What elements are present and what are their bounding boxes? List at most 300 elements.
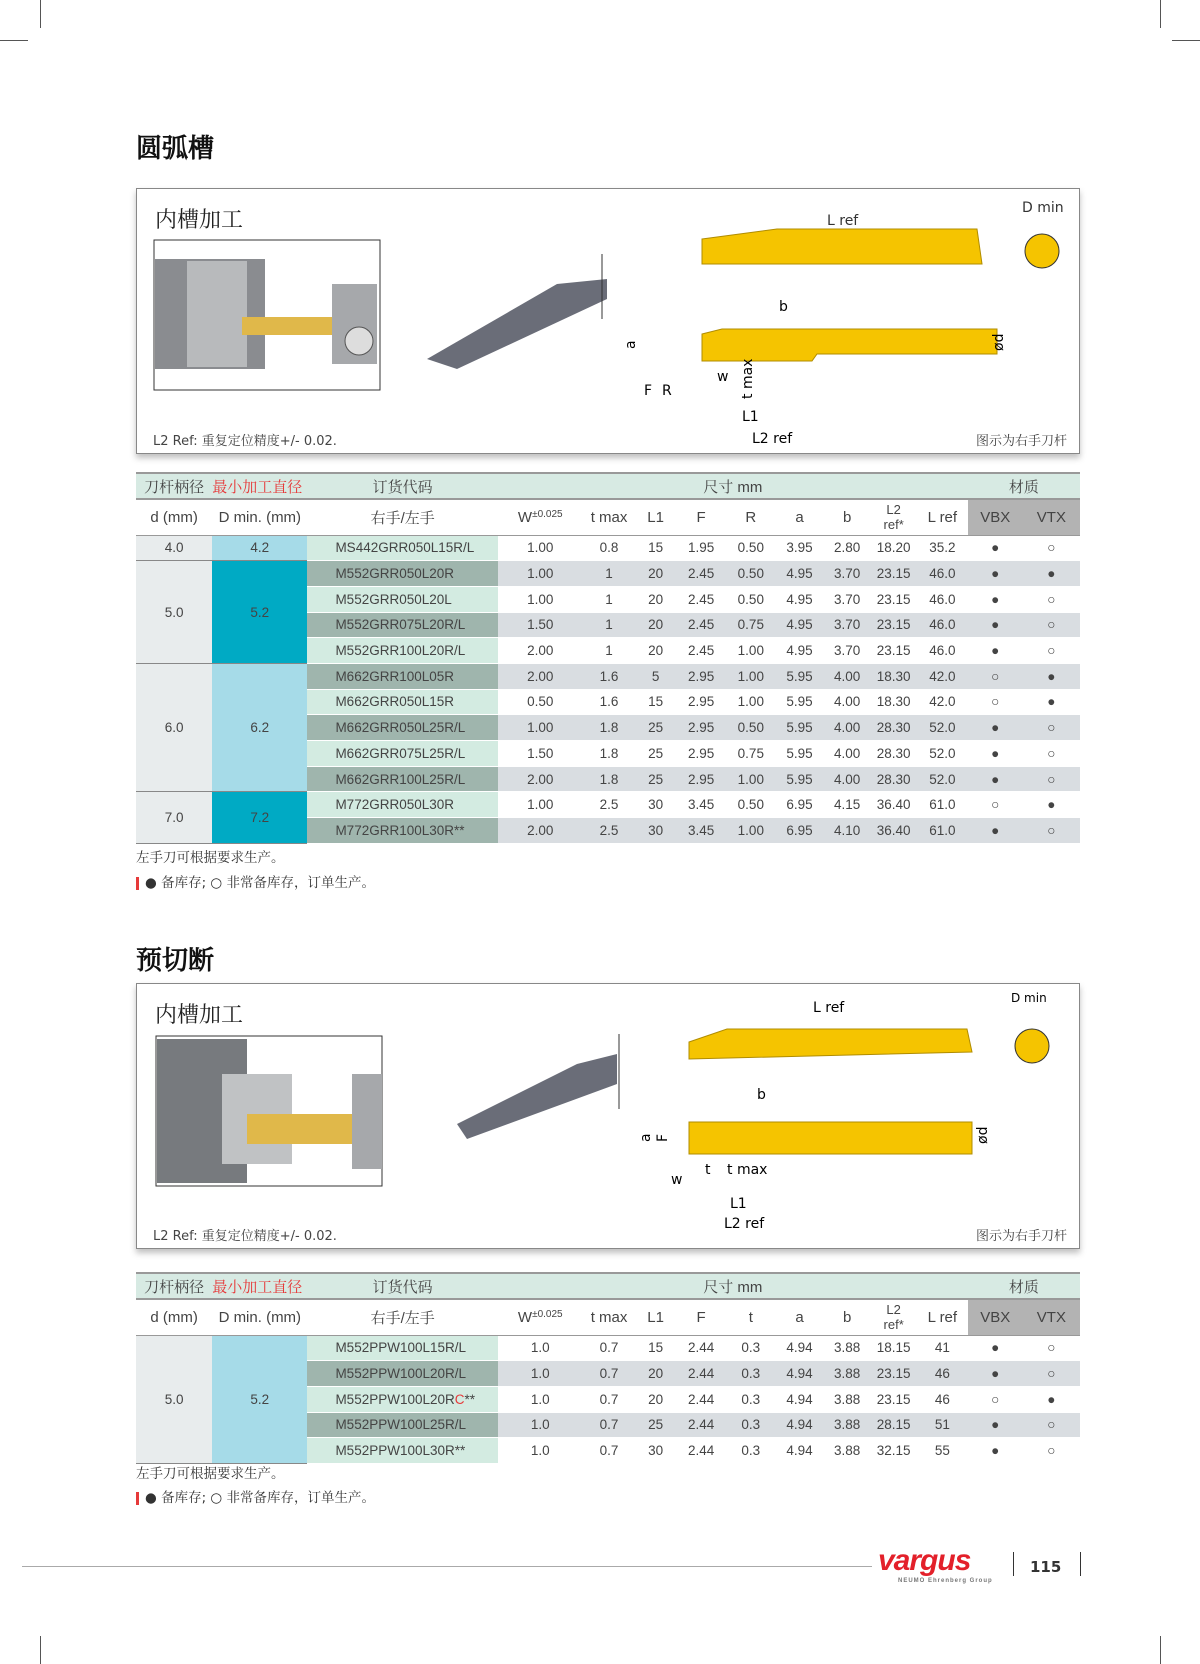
- cell: ○: [1023, 741, 1080, 767]
- cell: 6.95: [775, 818, 824, 844]
- cell: 4.94: [775, 1412, 824, 1438]
- cell: 18.20: [870, 535, 917, 561]
- cell: 0.7: [583, 1412, 636, 1438]
- cell: 2.95: [676, 741, 727, 767]
- cell: 2.95: [676, 715, 727, 741]
- cell: 25: [635, 741, 675, 767]
- cell: ●: [968, 818, 1023, 844]
- cell: 5.95: [775, 766, 824, 792]
- cell: 4.95: [775, 586, 824, 612]
- cell: 4.00: [824, 663, 871, 689]
- cell: ●: [968, 535, 1023, 561]
- group-header-row: [136, 1273, 1080, 1299]
- cell: 2.95: [676, 766, 727, 792]
- right-hand-note: 图示为右手刀杆: [975, 1229, 1067, 1244]
- cell: 0.3: [726, 1438, 775, 1464]
- cell: 3.70: [824, 586, 871, 612]
- cell: 2.44: [676, 1438, 727, 1464]
- order-code: M552GRR050L20R: [307, 561, 497, 587]
- diagram-panel-arc-groove: [136, 188, 1080, 454]
- cell: 18.30: [870, 663, 917, 689]
- cell: ●: [1023, 561, 1080, 587]
- min-bore-diameter: 7.2: [212, 792, 307, 843]
- cell: 5.95: [775, 741, 824, 767]
- cell: 0.3: [726, 1412, 775, 1438]
- dmin-header: 最小加工直径: [212, 473, 307, 499]
- cell: 0.75: [726, 612, 775, 638]
- cell: 3.45: [676, 818, 727, 844]
- cell: 4.94: [775, 1386, 824, 1412]
- label-F: F: [644, 383, 653, 399]
- cell: 0.7: [583, 1361, 636, 1387]
- cell: 35.2: [917, 535, 968, 561]
- cell: 4.95: [775, 638, 824, 664]
- cell: 36.40: [870, 818, 917, 844]
- label-lref: L ref: [813, 1000, 845, 1016]
- col-lref: L ref: [917, 1299, 968, 1335]
- min-bore-diameter: 5.2: [212, 561, 307, 664]
- col-vtx: VTX: [1023, 499, 1080, 535]
- col-code: 右手/左手: [307, 1299, 497, 1335]
- section-title-arc-groove: 圆弧槽: [136, 134, 215, 164]
- cell: 36.40: [870, 792, 917, 818]
- cell: 3.70: [824, 561, 871, 587]
- cell: 2.5: [583, 792, 636, 818]
- cell: 3.88: [824, 1361, 871, 1387]
- cell: 32.15: [870, 1438, 917, 1464]
- cell: 3.45: [676, 792, 727, 818]
- col-5: t max: [583, 499, 636, 535]
- col-9: a: [775, 1299, 824, 1335]
- cell: 0.50: [726, 535, 775, 561]
- pre-parting-table: [136, 1272, 1080, 1464]
- cell: 1.00: [498, 792, 583, 818]
- cell: ●: [968, 1438, 1023, 1464]
- cell: 20: [635, 586, 675, 612]
- cell: ●: [1023, 1386, 1080, 1412]
- cell: ○: [1023, 535, 1080, 561]
- label-b: b: [779, 299, 788, 315]
- cell: 28.30: [870, 741, 917, 767]
- cell: 28.15: [870, 1412, 917, 1438]
- cell: 46.0: [917, 638, 968, 664]
- cell: 1.8: [583, 766, 636, 792]
- cell: ○: [1023, 638, 1080, 664]
- cell: 1.8: [583, 715, 636, 741]
- cell: 2.45: [676, 612, 727, 638]
- panel-title: 内槽加工: [155, 208, 244, 233]
- col-code: 右手/左手: [307, 499, 497, 535]
- dims-header: 尺寸 mm: [498, 473, 968, 499]
- cell: 2.95: [676, 689, 727, 715]
- cell: 6.95: [775, 792, 824, 818]
- cell: 18.30: [870, 689, 917, 715]
- tool-diagram: [137, 189, 1081, 455]
- material-header: 材质: [968, 1273, 1080, 1299]
- label-od: ød: [975, 1126, 991, 1144]
- cell: 2.44: [676, 1361, 727, 1387]
- cell: 0.7: [583, 1335, 636, 1361]
- stock-legend: ● 备库存; ○ 非常备库存，订单生产。: [145, 1490, 375, 1506]
- col-vbx: VBX: [968, 1299, 1023, 1335]
- cell: 4.00: [824, 715, 871, 741]
- cell: 25: [635, 715, 675, 741]
- section-title-pre-parting: 预切断: [136, 946, 215, 976]
- cell: 61.0: [917, 792, 968, 818]
- cell: 42.0: [917, 689, 968, 715]
- cell: 2.80: [824, 535, 871, 561]
- column-header-row: [136, 499, 1080, 535]
- table-row: [136, 561, 1080, 587]
- cell: 1.00: [498, 535, 583, 561]
- cell: 2.95: [676, 663, 727, 689]
- shank-header: 刀杆柄径: [136, 1273, 212, 1299]
- order-code: M552PPW100L25R/L: [307, 1412, 497, 1438]
- label-od: ød: [991, 333, 1007, 351]
- col-10: b: [824, 1299, 871, 1335]
- col-dmin: D min. (mm): [212, 499, 307, 535]
- cell: 3.70: [824, 638, 871, 664]
- label-R: R: [662, 383, 672, 399]
- cell: ●: [1023, 689, 1080, 715]
- cell: 1.00: [726, 689, 775, 715]
- cell: ○: [968, 663, 1023, 689]
- label-tmax: t max: [727, 1162, 768, 1178]
- cell: ●: [968, 561, 1023, 587]
- right-hand-note: 图示为右手刀杆: [975, 434, 1067, 449]
- cell: 1.00: [726, 818, 775, 844]
- cell: ○: [968, 792, 1023, 818]
- col-8: R: [726, 499, 775, 535]
- col-l2ref: L2 ref*: [870, 499, 917, 535]
- cell: 1: [583, 586, 636, 612]
- col-9: a: [775, 499, 824, 535]
- cell: 5.95: [775, 715, 824, 741]
- label-w: w: [717, 369, 729, 385]
- cell: 0.8: [583, 535, 636, 561]
- cell: 2.45: [676, 638, 727, 664]
- label-lref: L ref: [827, 213, 859, 229]
- label-L2ref: L2 ref: [752, 431, 793, 447]
- cell: 0.50: [726, 586, 775, 612]
- label-L1: L1: [730, 1196, 747, 1212]
- order-code: M662GRR100L25R/L: [307, 766, 497, 792]
- shank-diameter: 4.0: [136, 535, 212, 561]
- shank-diameter: 6.0: [136, 663, 212, 791]
- label-L2ref: L2 ref: [724, 1216, 765, 1232]
- order-code: MS442GRR050L15R/L: [307, 535, 497, 561]
- group-header-row: [136, 473, 1080, 499]
- cell: ●: [968, 741, 1023, 767]
- order-code: M552PPW100L20RC**: [307, 1386, 497, 1412]
- cell: 2.45: [676, 586, 727, 612]
- cell: 41: [917, 1335, 968, 1361]
- cell: 1: [583, 561, 636, 587]
- footnote-left-hand: 左手刀可根据要求生产。: [136, 850, 285, 866]
- cell: 20: [635, 1386, 675, 1412]
- cell: 1.00: [726, 663, 775, 689]
- cell: 4.95: [775, 612, 824, 638]
- cell: 5.95: [775, 663, 824, 689]
- cell: ○: [1023, 1361, 1080, 1387]
- col-10: b: [824, 499, 871, 535]
- cell: 1.00: [498, 715, 583, 741]
- cell: 3.88: [824, 1438, 871, 1464]
- col-7: F: [676, 1299, 727, 1335]
- col-w: $W^{\pm 0.025}$: [498, 1299, 583, 1335]
- cell: 3.70: [824, 612, 871, 638]
- cell: 23.15: [870, 1361, 917, 1387]
- col-5: t max: [583, 1299, 636, 1335]
- cell: 30: [635, 818, 675, 844]
- cell: 1.00: [726, 638, 775, 664]
- shank-header: 刀杆柄径: [136, 473, 212, 499]
- min-bore-diameter: 5.2: [212, 1335, 307, 1463]
- cell: 4.10: [824, 818, 871, 844]
- cell: 30: [635, 792, 675, 818]
- cell: 18.15: [870, 1335, 917, 1361]
- cell: 4.15: [824, 792, 871, 818]
- cell: 52.0: [917, 766, 968, 792]
- cell: ●: [968, 586, 1023, 612]
- l2-ref-note: L2 Ref: 重复定位精度+/- 0.02.: [153, 434, 337, 449]
- col-6: L1: [635, 1299, 675, 1335]
- cell: 5.95: [775, 689, 824, 715]
- dmin-header: 最小加工直径: [212, 1273, 307, 1299]
- cell: 23.15: [870, 561, 917, 587]
- cell: 1.00: [726, 766, 775, 792]
- cell: ○: [1023, 818, 1080, 844]
- cell: ○: [1023, 586, 1080, 612]
- order-code: M552GRR075L20R/L: [307, 612, 497, 638]
- shank-diameter: 7.0: [136, 792, 212, 843]
- vargus-logo: vargus NEUMO Ehrenberg Group: [878, 1544, 993, 1584]
- cell: 0.75: [726, 741, 775, 767]
- min-bore-diameter: 6.2: [212, 663, 307, 791]
- table-row: [136, 792, 1080, 818]
- cell: 0.50: [726, 715, 775, 741]
- cell: 4.94: [775, 1361, 824, 1387]
- cell: 3.88: [824, 1412, 871, 1438]
- cell: 28.30: [870, 715, 917, 741]
- cell: 0.7: [583, 1386, 636, 1412]
- cell: 20: [635, 612, 675, 638]
- cell: 46: [917, 1361, 968, 1387]
- footnote-left-hand: 左手刀可根据要求生产。: [136, 1466, 285, 1482]
- tool-diagram: [137, 984, 1081, 1250]
- col-w: $W^{\pm 0.025}$: [498, 499, 583, 535]
- table-row: [136, 1335, 1080, 1361]
- label-a: a: [638, 1133, 654, 1142]
- cell: 15: [635, 535, 675, 561]
- cell: 2.00: [498, 766, 583, 792]
- col-vtx: VTX: [1023, 1299, 1080, 1335]
- cell: 20: [635, 1361, 675, 1387]
- cell: 52.0: [917, 715, 968, 741]
- cell: 0.3: [726, 1386, 775, 1412]
- cell: 51: [917, 1412, 968, 1438]
- footnote-stock: [136, 871, 375, 891]
- cell: 4.94: [775, 1335, 824, 1361]
- footer-divider: [22, 1566, 872, 1567]
- shank-diameter: 5.0: [136, 1335, 212, 1463]
- col-lref: L ref: [917, 499, 968, 535]
- cell: ○: [1023, 766, 1080, 792]
- cell: 4.00: [824, 766, 871, 792]
- label-w: w: [671, 1172, 683, 1188]
- cell: 1.0: [498, 1361, 583, 1387]
- cell: ●: [1023, 663, 1080, 689]
- order-code: M772GRR050L30R: [307, 792, 497, 818]
- cell: 3.95: [775, 535, 824, 561]
- label-dmin: D min: [1011, 991, 1047, 1005]
- cell: 1.8: [583, 741, 636, 767]
- cell: 52.0: [917, 741, 968, 767]
- cell: 46.0: [917, 561, 968, 587]
- arc-groove-table: [136, 472, 1080, 844]
- cell: 61.0: [917, 818, 968, 844]
- cell: 1.0: [498, 1438, 583, 1464]
- cell: 46.0: [917, 612, 968, 638]
- code-header: 订货代码: [307, 473, 497, 499]
- cell: 15: [635, 1335, 675, 1361]
- label-t: t: [705, 1162, 711, 1178]
- material-header: 材质: [968, 473, 1080, 499]
- cell: 1.50: [498, 612, 583, 638]
- table-row: [136, 663, 1080, 689]
- cell: ○: [1023, 715, 1080, 741]
- cell: 46: [917, 1386, 968, 1412]
- cell: 0.50: [498, 689, 583, 715]
- cell: ●: [968, 715, 1023, 741]
- col-l2ref: L2 ref*: [870, 1299, 917, 1335]
- table-row: [136, 535, 1080, 561]
- cell: 4.95: [775, 561, 824, 587]
- cell: 20: [635, 561, 675, 587]
- cell: 2.44: [676, 1335, 727, 1361]
- cell: 4.00: [824, 689, 871, 715]
- col-d: d (mm): [136, 1299, 212, 1335]
- cell: 2.00: [498, 818, 583, 844]
- label-b: b: [757, 1087, 766, 1103]
- order-code: M552PPW100L15R/L: [307, 1335, 497, 1361]
- cell: ●: [968, 638, 1023, 664]
- order-code: M552PPW100L30R**: [307, 1438, 497, 1464]
- label-a: a: [623, 340, 639, 349]
- l2-ref-note: L2 Ref: 重复定位精度+/- 0.02.: [153, 1229, 337, 1244]
- cell: ●: [1023, 792, 1080, 818]
- cell: ○: [1023, 612, 1080, 638]
- label-dmin: D min: [1022, 200, 1064, 216]
- cell: 0.50: [726, 561, 775, 587]
- cell: 3.88: [824, 1386, 871, 1412]
- cell: 1: [583, 638, 636, 664]
- cell: 1.6: [583, 663, 636, 689]
- cell: 4.94: [775, 1438, 824, 1464]
- cell: 0.3: [726, 1335, 775, 1361]
- cell: ●: [968, 612, 1023, 638]
- cell: 42.0: [917, 663, 968, 689]
- col-6: L1: [635, 499, 675, 535]
- cell: 2.45: [676, 561, 727, 587]
- order-code: M662GRR100L05R: [307, 663, 497, 689]
- cell: 0.50: [726, 792, 775, 818]
- cell: ○: [968, 1386, 1023, 1412]
- label-tmax: t max: [740, 358, 756, 399]
- stock-legend: ● 备库存; ○ 非常备库存，订单生产。: [145, 875, 375, 891]
- cell: 2.44: [676, 1412, 727, 1438]
- cell: ○: [1023, 1335, 1080, 1361]
- cell: 1.50: [498, 741, 583, 767]
- cell: 1.00: [498, 561, 583, 587]
- dims-header: 尺寸 mm: [498, 1273, 968, 1299]
- cell: 3.88: [824, 1335, 871, 1361]
- order-code: M662GRR075L25R/L: [307, 741, 497, 767]
- cell: 5: [635, 663, 675, 689]
- col-8: t: [726, 1299, 775, 1335]
- cell: 1: [583, 612, 636, 638]
- cell: 23.15: [870, 638, 917, 664]
- cell: 1.6: [583, 689, 636, 715]
- col-vbx: VBX: [968, 499, 1023, 535]
- column-header-row: [136, 1299, 1080, 1335]
- cell: 23.15: [870, 1386, 917, 1412]
- cell: 30: [635, 1438, 675, 1464]
- cell: ○: [968, 689, 1023, 715]
- col-dmin: D min. (mm): [212, 1299, 307, 1335]
- order-code: M552GRR100L20R/L: [307, 638, 497, 664]
- cell: 28.30: [870, 766, 917, 792]
- order-code: M552PPW100L20R/L: [307, 1361, 497, 1387]
- cell: ○: [1023, 1438, 1080, 1464]
- cell: 25: [635, 766, 675, 792]
- cell: 1.0: [498, 1386, 583, 1412]
- cell: 1.0: [498, 1412, 583, 1438]
- cell: 4.00: [824, 741, 871, 767]
- cell: 1.00: [498, 586, 583, 612]
- order-code: M772GRR100L30R**: [307, 818, 497, 844]
- cell: ●: [968, 1412, 1023, 1438]
- panel-title: 内槽加工: [155, 1003, 244, 1028]
- order-code: M552GRR050L20L: [307, 586, 497, 612]
- cell: 55: [917, 1438, 968, 1464]
- code-header: 订货代码: [307, 1273, 497, 1299]
- label-F: F: [655, 1133, 671, 1142]
- order-code: M662GRR050L15R: [307, 689, 497, 715]
- cell: ●: [968, 766, 1023, 792]
- cell: 2.5: [583, 818, 636, 844]
- cell: 20: [635, 638, 675, 664]
- col-d: d (mm): [136, 499, 212, 535]
- cell: 1.95: [676, 535, 727, 561]
- cell: 2.44: [676, 1386, 727, 1412]
- page-number: 115: [1030, 1558, 1062, 1576]
- cell: 23.15: [870, 612, 917, 638]
- order-code: M662GRR050L25R/L: [307, 715, 497, 741]
- footnote-stock: [136, 1486, 375, 1506]
- shank-diameter: 5.0: [136, 561, 212, 664]
- label-L1: L1: [742, 409, 759, 425]
- cell: ●: [968, 1335, 1023, 1361]
- col-7: F: [676, 499, 727, 535]
- cell: 2.00: [498, 638, 583, 664]
- min-bore-diameter: 4.2: [212, 535, 307, 561]
- cell: 0.7: [583, 1438, 636, 1464]
- cell: ●: [968, 1361, 1023, 1387]
- cell: 0.3: [726, 1361, 775, 1387]
- cell: ○: [1023, 1412, 1080, 1438]
- cell: 15: [635, 689, 675, 715]
